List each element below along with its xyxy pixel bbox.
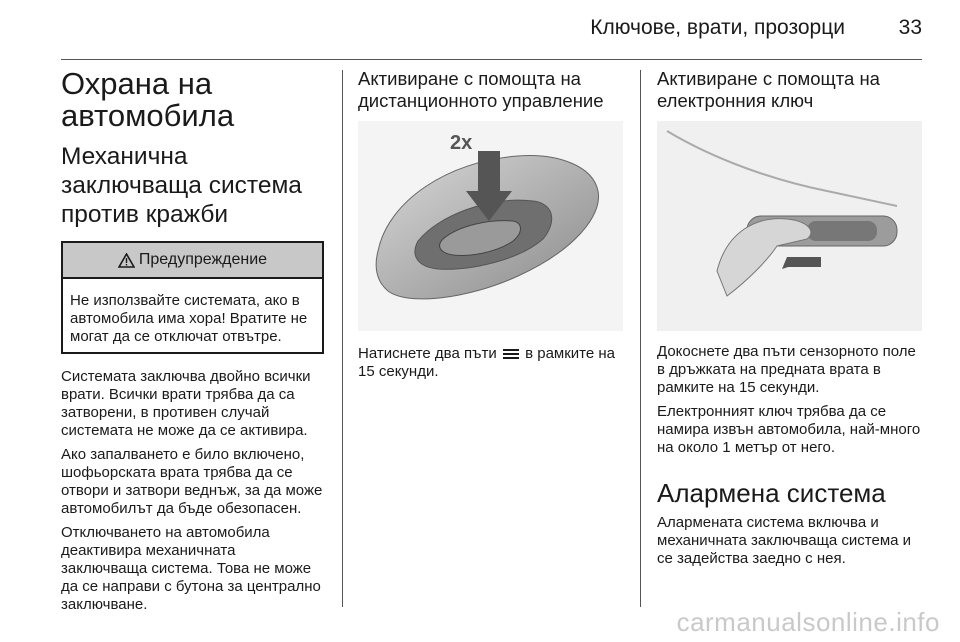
warning-text: Не използвайте системата, ако в автомобила има хора! Вратите не могат да се отключат отвътре. — [70, 292, 308, 345]
page-header — [0, 0, 960, 60]
paragraph: Ако запалването е било включено, шофьорската врата трябва да се отвори и затвори веднъж, за да може автомобилът да бъде обезопасен. — [61, 446, 323, 517]
column-divider — [342, 70, 343, 607]
watermark: carmanualsonline.info — [676, 607, 940, 637]
paragraph: Електронният ключ трябва да се намира извън автомобила, най-много на около 1 метър от него. — [657, 403, 921, 456]
section-heading: Активиране с помощта на електронния ключ — [657, 68, 880, 111]
door-handle-drawing — [657, 121, 922, 331]
section-heading: Охрана на автомобила — [61, 66, 235, 133]
press-count-label: 2x — [450, 132, 473, 154]
remote-key-drawing — [358, 121, 623, 331]
column-divider — [640, 70, 641, 607]
lock-button-icon — [503, 349, 519, 359]
paragraph: Алармената система включва и механичната заключваща система и се задейства заедно с нея. — [657, 514, 912, 567]
page-number: 33 — [898, 16, 922, 39]
warning-title: Предупреждение — [138, 251, 268, 268]
warning-triangle-icon — [118, 253, 135, 268]
subsection-heading: Механична заключваща система против кражби — [61, 143, 302, 228]
paragraph: Системата заключва двойно всички врати. Всички врати трябва да са затворени, в противен случай системата не може да се активира. — [61, 368, 311, 439]
door-handle-illustration — [657, 121, 922, 331]
warning-box — [61, 241, 324, 354]
caption-text: Натиснете два пъти — [358, 345, 497, 362]
caption-text: в рамките на 15 секунди. — [358, 345, 616, 380]
figure-caption — [358, 345, 623, 381]
section-heading: Активиране с помощта на дистанционното управление — [358, 68, 604, 111]
column-right — [657, 68, 922, 568]
warning-header — [63, 243, 322, 279]
column-left — [61, 68, 324, 614]
subsection-heading: Алармена система — [657, 478, 886, 508]
paragraph: Отключването на автомобила деактивира механичната заключваща система. Това не може да се направи с бутона за централно заключване. — [61, 524, 321, 613]
remote-key-illustration — [358, 121, 623, 331]
header-divider — [61, 59, 922, 60]
header-title: Ключове, врати, прозорци — [590, 16, 845, 39]
column-middle — [358, 68, 623, 381]
paragraph: Докоснете два пъти сензорното поле в дръжката на предната врата в рамките на 15 секунди. — [657, 343, 916, 396]
